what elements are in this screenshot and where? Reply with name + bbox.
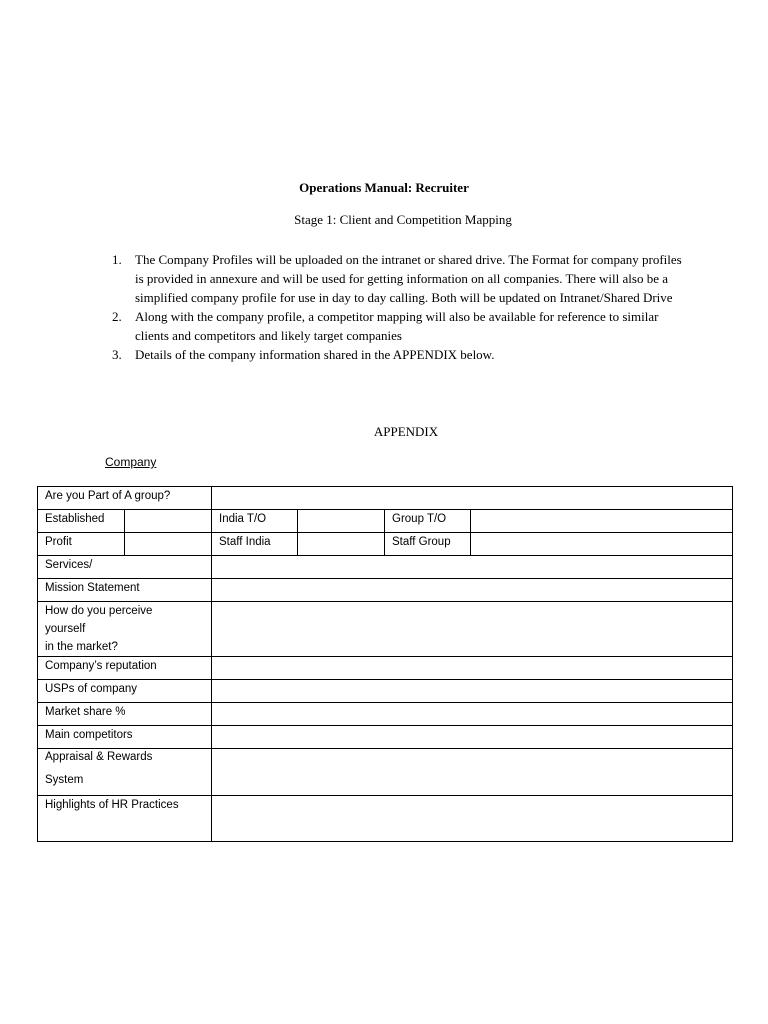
established-label: Established (38, 510, 125, 533)
usps-value-cell[interactable] (212, 680, 733, 703)
table-row (38, 533, 733, 556)
document-title: Operations Manual: Recruiter (299, 180, 469, 195)
perceive-label-line: in the market? (45, 641, 118, 653)
mission-label: Mission Statement (38, 579, 212, 602)
table-row (38, 749, 733, 796)
table-row (38, 602, 733, 657)
services-value-cell[interactable] (212, 556, 733, 579)
list-item-text: Along with the company profile, a competitor mapping will also be available for reference to similar clients and competitors and likely target companies (135, 309, 659, 343)
reputation-label: Company’s reputation (38, 657, 212, 680)
table-row (38, 556, 733, 579)
table-row (38, 510, 733, 533)
india-to-value-cell[interactable] (298, 510, 385, 533)
perceive-label-line: How do you perceive (45, 605, 153, 617)
staff-india-label: Staff India (212, 533, 298, 556)
table-row (38, 657, 733, 680)
appraisal-label-line: System (45, 774, 84, 786)
profit-value-cell[interactable] (125, 533, 212, 556)
services-label: Services/ (38, 556, 212, 579)
competitors-label: Main competitors (38, 726, 212, 749)
document-subtitle: Stage 1: Client and Competition Mapping (294, 212, 512, 227)
group-to-label: Group T/O (385, 510, 471, 533)
list-item-text: The Company Profiles will be uploaded on the intranet or shared drive. The Format for company profiles is provided in annexure and will be used for getting information on all companies. There will also be a simplified company profile for use in day to day calling. Both will be updated on Intranet/Shared Drive (135, 252, 682, 305)
table-row (38, 579, 733, 602)
company-profile-table (37, 486, 733, 842)
table-row (38, 796, 733, 842)
list-item-number: 1. (112, 252, 122, 267)
instructions-list (112, 250, 692, 364)
competitors-value-cell[interactable] (212, 726, 733, 749)
staff-india-value-cell[interactable] (298, 533, 385, 556)
profit-label: Profit (38, 533, 125, 556)
market-share-label: Market share % (38, 703, 212, 726)
perceive-value-cell[interactable] (212, 602, 733, 657)
table-row (38, 487, 733, 510)
staff-group-value-cell[interactable] (471, 533, 733, 556)
established-value-cell[interactable] (125, 510, 212, 533)
perceive-label-line: yourself (45, 623, 86, 635)
appendix-heading: APPENDIX (373, 424, 439, 439)
group-to-value-cell[interactable] (471, 510, 733, 533)
appraisal-label-line: Appraisal & Rewards (45, 751, 153, 763)
appraisal-value-cell[interactable] (212, 749, 733, 796)
perceive-label (38, 602, 212, 657)
mission-value-cell[interactable] (212, 579, 733, 602)
reputation-value-cell[interactable] (212, 657, 733, 680)
section-label-company: Company (105, 455, 157, 469)
list-item (112, 345, 692, 364)
staff-group-label: Staff Group (385, 533, 471, 556)
list-item-number: 2. (112, 309, 122, 324)
list-item-text: Details of the company information shared in the APPENDIX below. (135, 347, 495, 362)
india-to-label: India T/O (212, 510, 298, 533)
table-row (38, 703, 733, 726)
hr-practices-label: Highlights of HR Practices (38, 796, 212, 842)
list-item (112, 250, 692, 307)
group-value-cell[interactable] (212, 487, 733, 510)
hr-practices-value-cell[interactable] (212, 796, 733, 842)
list-item-number: 3. (112, 347, 122, 362)
market-share-value-cell[interactable] (212, 703, 733, 726)
group-label: Are you Part of A group? (38, 487, 212, 510)
usps-label: USPs of company (38, 680, 212, 703)
table-row (38, 726, 733, 749)
list-item (112, 307, 692, 345)
table-row (38, 680, 733, 703)
appraisal-label (38, 749, 212, 796)
